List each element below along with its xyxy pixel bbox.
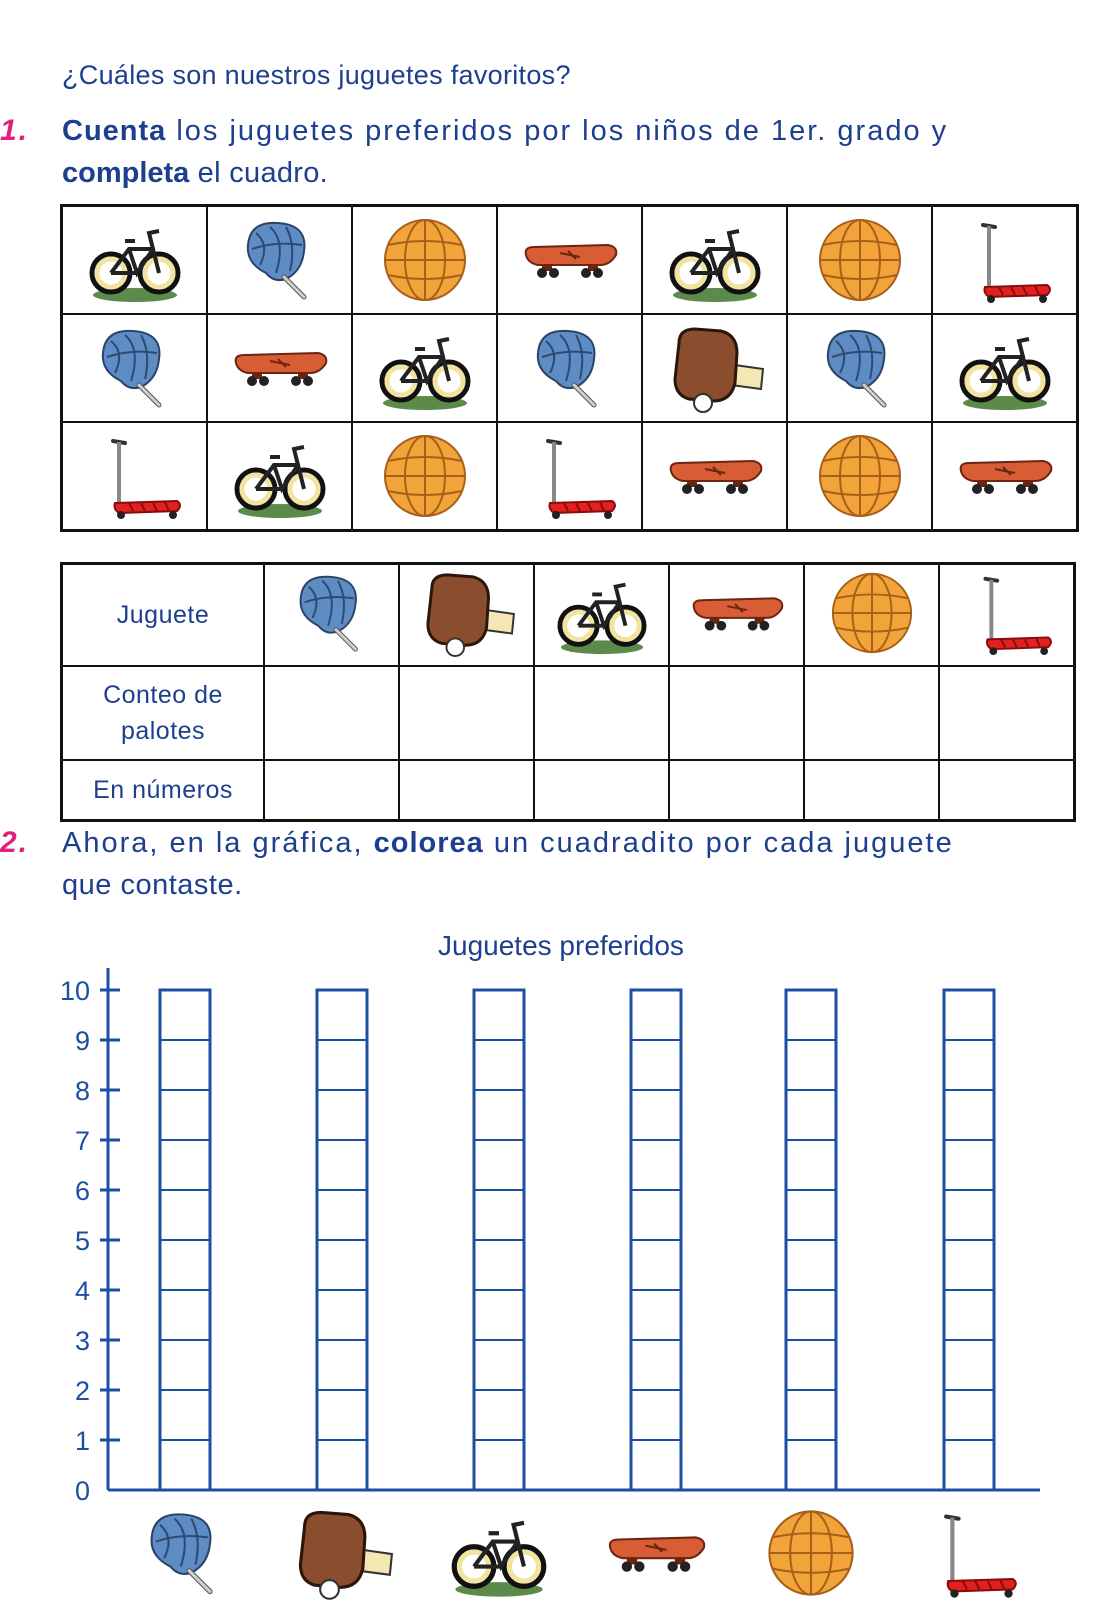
- chart-square[interactable]: [944, 1290, 994, 1340]
- chart-square[interactable]: [631, 1340, 681, 1390]
- exercise-2-verb-color: colorea: [373, 827, 484, 859]
- chart-square[interactable]: [317, 1090, 367, 1140]
- grid-cell: [62, 314, 208, 422]
- y-tick-label: 7: [74, 1126, 90, 1156]
- chart-square[interactable]: [160, 1340, 210, 1390]
- tally-number-cell[interactable]: [669, 760, 804, 821]
- label-tally: Conteo de palotes: [62, 666, 265, 760]
- chart-square[interactable]: [160, 1140, 210, 1190]
- tally-marks-cell[interactable]: [939, 666, 1075, 760]
- y-tick-label: 1: [74, 1426, 90, 1456]
- ball-icon: [810, 431, 910, 521]
- chart-square[interactable]: [786, 1040, 836, 1090]
- exercise-2-text-1: Ahora, en la gráfica,: [62, 827, 374, 859]
- y-tick-label: 9: [74, 1026, 90, 1056]
- chart-square[interactable]: [474, 1140, 524, 1190]
- bicycle-icon: [955, 323, 1055, 413]
- chart-square[interactable]: [944, 1140, 994, 1190]
- tally-table: [60, 562, 1076, 822]
- tally-toy-cell: [939, 564, 1075, 667]
- chart-square[interactable]: [317, 1190, 367, 1240]
- scooter-icon: [958, 569, 1056, 657]
- chart-square[interactable]: [786, 1090, 836, 1140]
- tally-marks-cell[interactable]: [534, 666, 669, 760]
- bicycle-icon: [553, 569, 651, 657]
- chart-square[interactable]: [317, 990, 367, 1040]
- grid-cell: [497, 314, 642, 422]
- chart-square[interactable]: [631, 1440, 681, 1490]
- tally-marks-cell[interactable]: [669, 666, 804, 760]
- chart-square[interactable]: [160, 1440, 210, 1490]
- exercise-2-text-3: que contaste.: [62, 869, 243, 901]
- chart-square[interactable]: [786, 1290, 836, 1340]
- chart-square[interactable]: [474, 1040, 524, 1090]
- grid-cell: [787, 422, 932, 531]
- exercise-2-text-2: un cuadradito por cada juguete: [483, 827, 954, 859]
- exercise-2-number: 2.: [0, 826, 30, 859]
- chart-square[interactable]: [786, 1340, 836, 1390]
- chart-square[interactable]: [631, 990, 681, 1040]
- chart-square[interactable]: [317, 1290, 367, 1340]
- y-tick-label: 8: [74, 1076, 90, 1106]
- chart-square[interactable]: [786, 1240, 836, 1290]
- chart-square[interactable]: [944, 990, 994, 1040]
- scooter-icon: [85, 431, 185, 521]
- tally-number-cell[interactable]: [534, 760, 669, 821]
- grid-cell: [642, 206, 787, 315]
- grid-cell: [787, 314, 932, 422]
- grid-cell: [352, 422, 497, 531]
- exercise-1-number: 1.: [0, 114, 30, 147]
- chart-square[interactable]: [631, 1390, 681, 1440]
- chart-square[interactable]: [944, 1340, 994, 1390]
- chart-square[interactable]: [160, 1240, 210, 1290]
- exercise-1-verb-complete: completa: [62, 157, 190, 189]
- exercise-1-text-2: el cuadro.: [189, 157, 329, 189]
- chart-square[interactable]: [474, 1340, 524, 1390]
- skateboard-icon: [665, 431, 765, 521]
- grid-cell: [932, 206, 1078, 315]
- chart-square[interactable]: [474, 1240, 524, 1290]
- racket-icon: [283, 569, 381, 657]
- toy-picture-grid: [60, 204, 1079, 532]
- ball-icon: [375, 431, 475, 521]
- ping-pong-paddle-icon: [665, 323, 765, 413]
- scooter-icon: [955, 215, 1055, 305]
- y-tick-label: 0: [74, 1476, 90, 1506]
- chart-square[interactable]: [631, 1140, 681, 1190]
- chart-square[interactable]: [631, 1090, 681, 1140]
- bicycle-icon: [665, 215, 765, 305]
- exercise-1-text-1: los juguetes preferidos por los niños de 1er. grado y: [166, 115, 949, 147]
- exercise-1-verb-count: Cuenta: [62, 115, 167, 147]
- chart-square[interactable]: [474, 1090, 524, 1140]
- grid-cell: [497, 206, 642, 315]
- chart-square[interactable]: [317, 1440, 367, 1490]
- grid-cell: [352, 206, 497, 315]
- tally-number-cell[interactable]: [939, 760, 1075, 821]
- y-tick-label: 6: [74, 1176, 90, 1206]
- chart-square[interactable]: [317, 1040, 367, 1090]
- ping-pong-paddle-icon: [418, 569, 516, 657]
- skateboard-icon: [955, 431, 1055, 521]
- page-question: ¿Cuáles son nuestros juguetes favoritos?: [62, 60, 571, 90]
- tally-number-cell[interactable]: [264, 760, 399, 821]
- grid-cell: [62, 206, 208, 315]
- skateboard-icon: [610, 1537, 704, 1571]
- racket-icon: [810, 323, 910, 413]
- chart-square[interactable]: [160, 1290, 210, 1340]
- bicycle-icon: [454, 1523, 543, 1597]
- exercise-1: [0, 110, 1100, 194]
- chart-square[interactable]: [631, 1290, 681, 1340]
- tally-number-cell[interactable]: [399, 760, 534, 821]
- chart-square[interactable]: [317, 1140, 367, 1190]
- grid-cell: [207, 206, 352, 315]
- exercise-2: [0, 822, 1100, 906]
- grid-cell: [642, 314, 787, 422]
- y-tick-label: 10: [59, 976, 90, 1006]
- chart-square[interactable]: [786, 1390, 836, 1440]
- grid-cell: [207, 422, 352, 531]
- bicycle-icon: [85, 215, 185, 305]
- chart-square[interactable]: [631, 1040, 681, 1090]
- grid-cell: [352, 314, 497, 422]
- tally-toy-cell: [669, 564, 804, 667]
- chart-square[interactable]: [474, 1390, 524, 1440]
- y-tick-label: 5: [74, 1226, 90, 1256]
- skateboard-icon: [688, 569, 786, 657]
- chart-square[interactable]: [160, 990, 210, 1040]
- chart-square[interactable]: [944, 1040, 994, 1090]
- scooter-icon: [520, 431, 620, 521]
- chart-square[interactable]: [474, 1190, 524, 1240]
- bicycle-icon: [230, 431, 330, 521]
- grid-cell: [787, 206, 932, 315]
- chart-square[interactable]: [786, 1440, 836, 1490]
- racket-icon: [152, 1514, 211, 1591]
- grid-cell: [497, 422, 642, 531]
- label-toy: Juguete: [62, 564, 265, 667]
- racket-icon: [85, 323, 185, 413]
- chart-square[interactable]: [944, 1090, 994, 1140]
- tally-number-cell[interactable]: [804, 760, 939, 821]
- chart-square[interactable]: [317, 1340, 367, 1390]
- chart-square[interactable]: [786, 990, 836, 1040]
- tally-toy-cell: [264, 564, 399, 667]
- chart-square[interactable]: [944, 1390, 994, 1440]
- tally-marks-cell[interactable]: [264, 666, 399, 760]
- chart-square[interactable]: [631, 1240, 681, 1290]
- grid-cell: [207, 314, 352, 422]
- tally-toy-cell: [534, 564, 669, 667]
- grid-cell: [932, 314, 1078, 422]
- y-tick-label: 3: [74, 1326, 90, 1356]
- chart-square[interactable]: [474, 1440, 524, 1490]
- ball-icon: [769, 1511, 852, 1594]
- ball-icon: [823, 569, 921, 657]
- chart-square[interactable]: [160, 1390, 210, 1440]
- tally-marks-cell[interactable]: [804, 666, 939, 760]
- skateboard-icon: [230, 323, 330, 413]
- bicycle-icon: [375, 323, 475, 413]
- skateboard-icon: [520, 215, 620, 305]
- chart-square[interactable]: [944, 1190, 994, 1240]
- label-numbers: En números: [62, 760, 265, 821]
- chart-square[interactable]: [160, 1190, 210, 1240]
- chart-square[interactable]: [474, 990, 524, 1040]
- chart-square[interactable]: [631, 1190, 681, 1240]
- chart-square[interactable]: [786, 1140, 836, 1190]
- chart-square[interactable]: [474, 1290, 524, 1340]
- tally-marks-cell[interactable]: [399, 666, 534, 760]
- racket-icon: [520, 323, 620, 413]
- grid-cell: [642, 422, 787, 531]
- chart-square[interactable]: [786, 1190, 836, 1240]
- chart-title: Juguetes preferidos: [438, 930, 684, 961]
- ball-icon: [375, 215, 475, 305]
- tally-toy-cell: [399, 564, 534, 667]
- y-tick-label: 2: [74, 1376, 90, 1406]
- scooter-icon: [946, 1517, 1016, 1598]
- racket-icon: [230, 215, 330, 305]
- ping-pong-paddle-icon: [300, 1512, 392, 1598]
- y-tick-label: 4: [74, 1276, 90, 1306]
- chart-square[interactable]: [944, 1440, 994, 1490]
- bar-chart: [0, 920, 1111, 1600]
- chart-square[interactable]: [160, 1040, 210, 1090]
- chart-square[interactable]: [317, 1240, 367, 1290]
- chart-square[interactable]: [944, 1240, 994, 1290]
- chart-square[interactable]: [317, 1390, 367, 1440]
- chart-square[interactable]: [160, 1090, 210, 1140]
- grid-cell: [932, 422, 1078, 531]
- grid-cell: [62, 422, 208, 531]
- ball-icon: [810, 215, 910, 305]
- tally-toy-cell: [804, 564, 939, 667]
